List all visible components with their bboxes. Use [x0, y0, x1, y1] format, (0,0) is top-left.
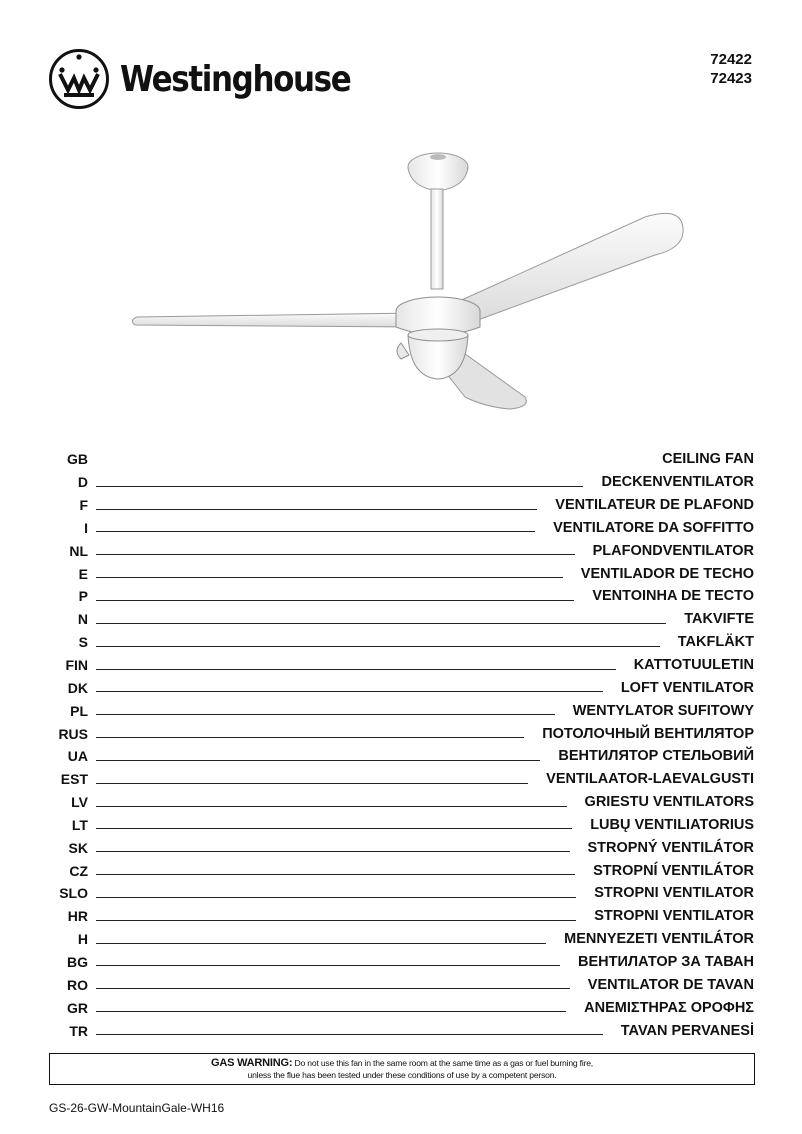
model-numbers	[710, 50, 752, 88]
language-row	[50, 608, 754, 631]
language-title: STROPNÝ VENTILÁTOR	[587, 839, 754, 856]
language-code: NL	[69, 542, 88, 559]
document-code: GS-26-GW-MountainGale-WH16	[49, 1101, 225, 1115]
leader-line	[96, 714, 555, 715]
language-code: UA	[67, 748, 88, 765]
language-row	[50, 905, 754, 928]
language-code: GB	[67, 451, 88, 468]
language-row	[50, 951, 754, 974]
leader-line	[96, 874, 575, 875]
language-row	[50, 562, 754, 585]
language-row	[50, 996, 754, 1019]
language-title: TAVAN PERVANESİ	[620, 1022, 754, 1039]
leader-line	[96, 531, 535, 532]
brand-logo	[48, 48, 388, 110]
language-title: STROPNI VENTILATOR	[594, 908, 754, 925]
language-code: GR	[67, 999, 88, 1016]
language-title: WENTYLATOR SUFITOWY	[572, 702, 754, 719]
leader-line	[96, 623, 666, 624]
leader-line	[96, 783, 528, 784]
language-title: VENTILAATOR-LAEVALGUSTI	[546, 771, 754, 788]
language-title: VENTOINHA DE TECTO	[592, 588, 754, 605]
language-title: ΑΝΕΜΙΣΤΗΡΑΣ ΟΡΟΦΗΣ	[584, 999, 754, 1016]
language-code: N	[77, 611, 88, 628]
language-code: SK	[68, 839, 88, 856]
language-title: ВЕНТИЛАТОР ЗА ТАВАН	[578, 953, 754, 970]
leader-line	[96, 1034, 603, 1035]
language-code: HR	[67, 908, 88, 925]
language-row	[50, 768, 754, 791]
language-row	[50, 654, 754, 677]
leader-line	[96, 669, 616, 670]
gas-warning-text-line2: unless the flue has been tested under these conditions of use by a competent person.	[247, 1070, 557, 1080]
language-title: ВЕНТИЛЯТОР СТЕЛЬОВИЙ	[558, 748, 754, 765]
language-title: LOFT VENTILATOR	[620, 679, 754, 696]
language-row	[50, 585, 754, 608]
leader-line	[96, 486, 583, 487]
language-title: GRIESTU VENTILATORS	[584, 794, 754, 811]
language-code: PL	[70, 702, 88, 719]
language-row	[50, 448, 754, 471]
language-code: S	[78, 634, 88, 651]
language-title: STROPNÍ VENTILÁTOR	[593, 862, 754, 879]
language-title: VENTILADOR DE TECHO	[580, 565, 754, 582]
language-title: VENTILATORE DA SOFFITTO	[553, 519, 754, 536]
language-row	[50, 791, 754, 814]
language-row	[50, 745, 754, 768]
language-row	[50, 973, 754, 996]
language-code: F	[79, 497, 88, 514]
language-title: VENTILATOR DE TAVAN	[587, 976, 754, 993]
language-code: RUS	[58, 725, 88, 742]
language-row	[50, 539, 754, 562]
leader-line	[96, 600, 574, 601]
language-row	[50, 631, 754, 654]
language-code: BG	[67, 953, 88, 970]
language-title: ПОТОЛОЧНЫЙ ВЕНТИЛЯТОР	[542, 725, 754, 742]
language-title: MENNYEZETI VENTILÁTOR	[564, 931, 754, 948]
language-code: D	[77, 474, 88, 491]
language-code: CZ	[69, 862, 88, 879]
language-title: LUBŲ VENTILIATORIUS	[590, 816, 754, 833]
leader-line	[96, 1011, 566, 1012]
model-number: 72423	[710, 70, 752, 87]
language-code: FIN	[65, 657, 88, 674]
language-row	[50, 859, 754, 882]
leader-line	[96, 828, 572, 829]
leader-line	[96, 691, 603, 692]
gas-warning-text-line1: Do not use this fan in the same room at the same time as a gas or fuel burning fire,	[294, 1058, 593, 1068]
gas-warning-box	[49, 1053, 755, 1085]
language-code: LT	[71, 816, 88, 833]
language-code: LV	[71, 794, 88, 811]
language-title: CEILING FAN	[662, 451, 754, 468]
language-row	[50, 928, 754, 951]
language-code: P	[78, 588, 88, 605]
leader-line	[96, 943, 546, 944]
leader-line	[96, 554, 575, 555]
language-row	[50, 699, 754, 722]
language-row	[50, 836, 754, 859]
ceiling-fan-illustration-icon	[125, 145, 695, 425]
language-title: VENTILATEUR DE PLAFOND	[555, 497, 754, 514]
gas-warning-label: GAS WARNING:	[211, 1057, 293, 1069]
language-code: SLO	[59, 885, 88, 902]
westinghouse-w-logo-icon	[48, 48, 110, 110]
language-title: TAKVIFTE	[684, 611, 754, 628]
brand-name: Westinghouse	[120, 58, 351, 100]
leader-line	[96, 851, 570, 852]
language-title: PLAFONDVENTILATOR	[592, 542, 754, 559]
language-title: TAKFLÄKT	[677, 634, 754, 651]
model-number: 72422	[710, 51, 752, 68]
leader-line	[96, 897, 576, 898]
leader-line	[96, 646, 660, 647]
language-row	[50, 882, 754, 905]
leader-line	[96, 806, 567, 807]
leader-line	[96, 920, 576, 921]
leader-line	[96, 737, 524, 738]
language-code: TR	[69, 1022, 88, 1039]
leader-line	[96, 577, 563, 578]
language-code: EST	[60, 771, 88, 788]
language-list	[50, 448, 754, 1042]
language-row	[50, 1019, 754, 1042]
language-code: E	[78, 565, 88, 582]
leader-line	[96, 760, 540, 761]
language-title: DECKENVENTILATOR	[601, 474, 754, 491]
language-code: DK	[67, 679, 88, 696]
language-title: STROPNI VENTILATOR	[594, 885, 754, 902]
language-title: KATTOTUULETIN	[633, 657, 754, 674]
leader-line	[96, 965, 560, 966]
leader-line	[96, 988, 570, 989]
language-code: I	[84, 519, 88, 536]
language-code: RO	[67, 976, 88, 993]
language-row	[50, 722, 754, 745]
language-row	[50, 471, 754, 494]
language-row	[50, 676, 754, 699]
language-row	[50, 517, 754, 540]
language-code: H	[77, 931, 88, 948]
language-row	[50, 814, 754, 837]
language-row	[50, 494, 754, 517]
leader-line	[96, 509, 537, 510]
